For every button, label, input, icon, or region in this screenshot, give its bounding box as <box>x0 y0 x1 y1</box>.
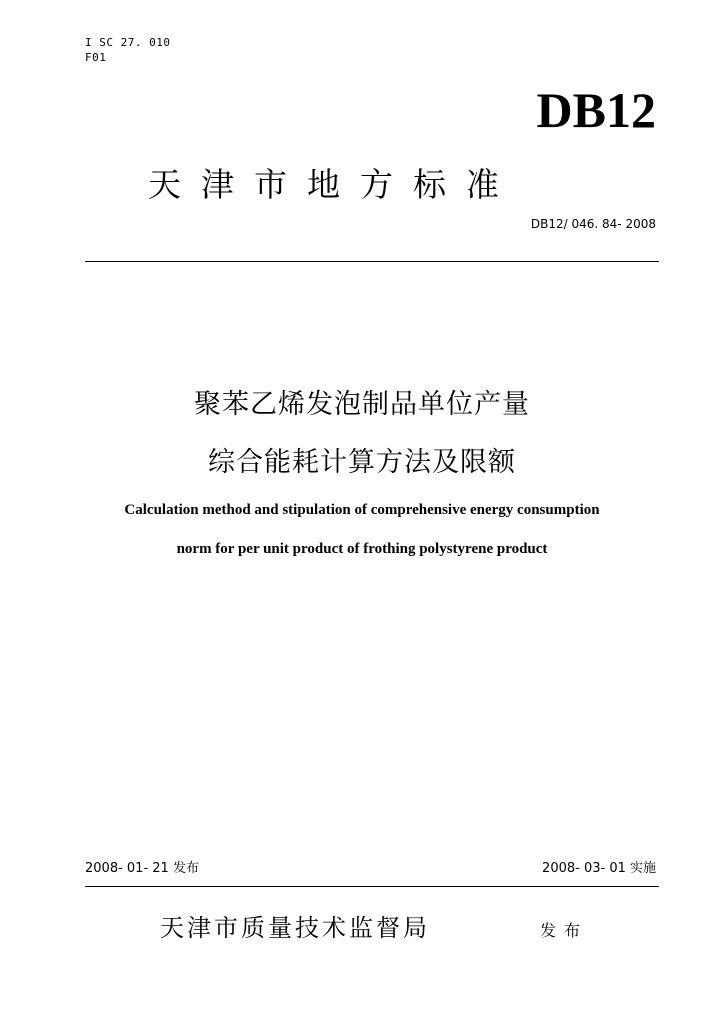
issuing-authority: 天津市质量技术监督局 <box>160 914 430 942</box>
chinese-title-line-1: 聚苯乙烯发泡制品单位产量 <box>194 389 530 420</box>
issue-action-label: 发布 <box>540 921 589 940</box>
standard-type-heading: 天津市地方标准 <box>148 165 519 204</box>
chinese-title-line-2: 综合能耗计算方法及限额 <box>208 447 516 478</box>
implementation-date: 2008- 03- 01 实施 <box>542 861 656 876</box>
issue-date: 2008- 01- 21 发布 <box>85 861 199 876</box>
top-divider <box>85 261 659 262</box>
standard-brand-code: DB12 <box>536 82 656 138</box>
bottom-divider <box>85 886 659 887</box>
english-title-line-2: norm for per unit product of frothing polystyrene product <box>176 541 548 557</box>
standard-number: DB12/ 046. 84- 2008 <box>530 217 656 231</box>
ics-code: I SC 27. 010 <box>85 36 171 49</box>
english-title-line-1: Calculation method and stipulation of comprehensive energy consumption <box>124 502 600 518</box>
ccs-code: F01 <box>85 51 107 64</box>
